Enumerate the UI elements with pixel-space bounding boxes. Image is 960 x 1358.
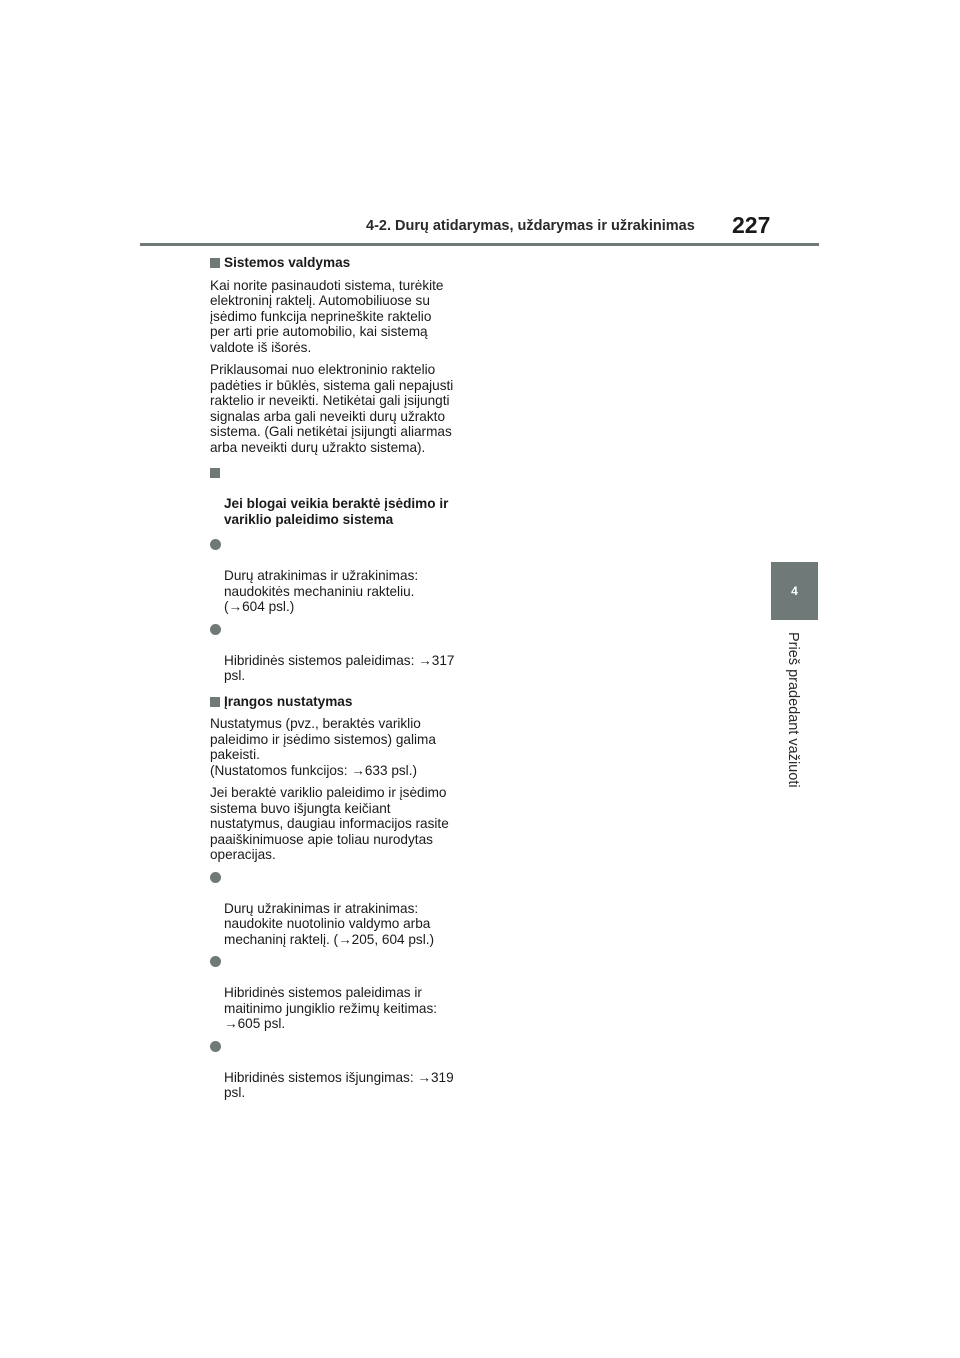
list-item xyxy=(210,622,472,684)
list-item-text: Durų atrakinimas ir užrakinimas: naudokitės mechaniniu rakteliu. (→604 psl.) xyxy=(224,568,419,614)
list-item xyxy=(210,870,472,948)
list-item-text: Hibridinės sistemos paleidimas: →317 psl. xyxy=(224,652,455,683)
list-item-text: Hibridinės sistemos išjungimas: →319 psl. xyxy=(224,1069,454,1100)
list-item-text: Hibridinės sistemos paleidimas ir maitinimo jungiklio režimų keitimas: →605 psl. xyxy=(224,985,438,1031)
section-heading xyxy=(210,694,472,710)
list-item xyxy=(210,1039,472,1101)
heading-text: Įrangos nustatymas xyxy=(224,693,353,709)
list-item xyxy=(210,537,472,615)
section-title: 4-2. Durų atidarymas, uždarymas ir užrakinimas xyxy=(366,218,695,234)
chapter-tab xyxy=(771,562,818,620)
circle-bullet-icon xyxy=(210,956,221,967)
page-number: 227 xyxy=(732,212,771,238)
main-content xyxy=(210,255,472,1108)
circle-bullet-icon xyxy=(210,1041,221,1052)
paragraph: Priklausomai nuo elektroninio raktelio padėties ir būklės, sistema gali nepajusti raktelio ir neveikti. Netikėtai gali įsijungti signalas arba gali neveikti durų užrakto sistema. (Gali netikėtai įsijungti aliarmas arba neveikti durų užrakto sistema). xyxy=(210,362,454,455)
chapter-number: 4 xyxy=(791,584,798,598)
circle-bullet-icon xyxy=(210,539,221,550)
square-bullet-icon xyxy=(210,258,220,268)
circle-bullet-icon xyxy=(210,872,221,883)
square-bullet-icon xyxy=(210,468,220,478)
header-divider xyxy=(140,243,819,246)
chapter-title: Prieš pradedant važiuoti xyxy=(785,632,801,788)
list-item xyxy=(210,954,472,1032)
paragraph: Nustatymus (pvz., beraktės variklio paleidimo ir įsėdimo sistemos) galima pakeisti. (Nustatomos funkcijos: →633 psl.) xyxy=(210,716,436,778)
heading-text: Jei blogai veikia beraktė įsėdimo ir variklio paleidimo sistema xyxy=(224,496,449,527)
paragraph: Jei beraktė variklio paleidimo ir įsėdimo sistema buvo išjungta keičiant nustatymus, daugiau informacijos rasite paaiškinimuose apie toliau nurodytas operacijas. xyxy=(210,785,449,862)
section-heading xyxy=(210,465,472,527)
heading-text: Sistemos valdymas xyxy=(224,255,351,270)
paragraph: Kai norite pasinaudoti sistema, turėkite elektroninį raktelį. Automobiliuose su įsėdimo funkcija neprineškite raktelio per arti prie automobilio, kai sistemą valdote iš išorės. xyxy=(210,277,444,355)
circle-bullet-icon xyxy=(210,624,221,635)
section-heading xyxy=(210,255,472,271)
square-bullet-icon xyxy=(210,697,220,707)
list-item-text: Durų užrakinimas ir atrakinimas: naudokite nuotolinio valdymo arba mechaninį raktelį. (→205, 604 psl.) xyxy=(224,900,435,947)
